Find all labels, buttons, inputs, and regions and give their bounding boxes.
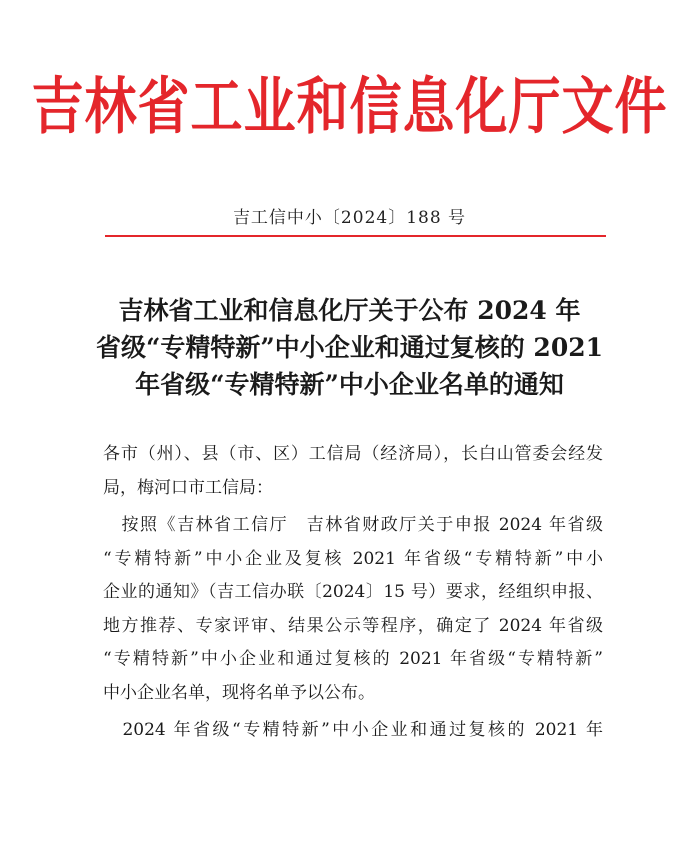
paragraph-line: 企业的通知》（吉工信办联〔2024〕15 号）要求，经组织申报、 xyxy=(103,582,603,602)
notice-title-line: 年省级“专精特新”中小企业名单的通知 xyxy=(135,370,564,399)
paragraph-line: 中小企业名单，现将名单予以公布。 xyxy=(103,682,375,703)
paragraph-line: “专精特新”中小企业及复核 2021 年省级“专精特新”中小 xyxy=(103,548,603,569)
notice-title-line: 吉林省工业和信息化厅关于公布 2024 年 xyxy=(118,296,581,325)
paragraph-line: 2024 年省级“专精特新”中小企业和通过复核的 2021 年 xyxy=(103,720,603,740)
addressee-line: 局，梅河口市工信局： xyxy=(103,477,273,498)
issuer-header-title: 吉林省工业和信息化厅文件 xyxy=(31,70,668,143)
notice-title-line: 省级“专精特新”中小企业和通过复核的 2021 xyxy=(95,333,604,362)
red-divider-line xyxy=(105,235,606,237)
paragraph-line: 按照《吉林省工信厅 吉林省财政厅关于申报 2024 年省级 xyxy=(103,515,603,535)
notice-body xyxy=(103,438,603,748)
notice-title xyxy=(60,292,639,403)
document-number: 吉工信中小〔2024〕188 号 xyxy=(232,208,467,228)
paragraph-line: 地方推荐、专家评审、结果公示等程序，确定了 2024 年省级 xyxy=(103,615,603,636)
paragraph-line: “专精特新”中小企业和通过复核的 2021 年省级“专精特新” xyxy=(103,649,603,669)
addressee-line: 各市（州）、县（市、区）工信局（经济局），长白山管委会经发 xyxy=(103,444,603,464)
